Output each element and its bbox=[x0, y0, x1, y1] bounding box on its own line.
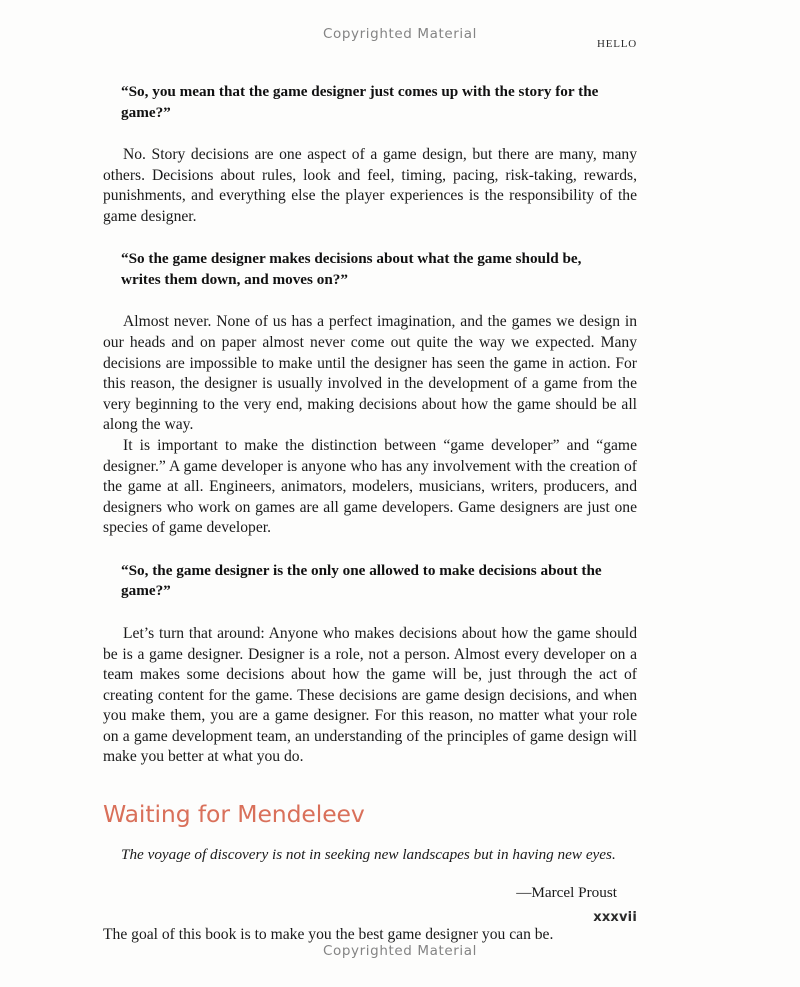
spacer bbox=[103, 227, 637, 249]
body-paragraph-1: No. Story decisions are one aspect of a game design, but there are many, many others. Decisions about rules, look and feel, timing, pacing, risk-taking, rewards, punishments, and everything else the player experiences is the responsibility of the game designer. bbox=[103, 146, 637, 225]
dialogue-question-1: “So, you mean that the game designer just comes up with the story for the game?” bbox=[121, 83, 599, 121]
spacer bbox=[103, 790, 637, 800]
epigraph-attribution: —Marcel Proust bbox=[516, 883, 617, 901]
closing-paragraph: The goal of this book is to make you the best game designer you can be. bbox=[103, 925, 554, 943]
body-paragraph-4: Let’s turn that around: Anyone who makes decisions about how the game should be is a game designer. Designer is a role, not a person. Almost every developer on a team makes some decisions about how the game will be, just through the act of creating content for the game. These decisions are game design decisions, and when you make them, you are a game designer. For this reason, no matter what your role on a game development team, an understanding of the principles of game design will make you better at what you do. bbox=[103, 624, 637, 766]
body-paragraph-2: Almost never. None of us has a perfect imagination, and the games we design in our heads and on paper almost never come out quite the way we expected. Many decisions are impossible to make until the designer has seen the game in action. For this reason, the designer is usually involved in the development of a game from the very beginning to the very end, making decisions about how the game should be all along the way. bbox=[103, 313, 637, 434]
page-number: xxxvii bbox=[593, 910, 637, 925]
section-heading: Waiting for Mendeleev bbox=[103, 800, 365, 829]
epigraph-quote: The voyage of discovery is not in seeking new landscapes but in having new eyes. bbox=[121, 846, 616, 864]
body-paragraph-3: It is important to make the distinction between “game developer” and “game designer.” A game developer is anyone who has any involvement with the creation of the game at all. Engineers, animators, modelers, musicians, writers, producers, and designers who work on games are all game developers. Game designers are just one species of game developer. bbox=[103, 436, 637, 537]
spacer bbox=[103, 602, 637, 624]
dialogue-question-3: “So, the game designer is the only one allowed to make decisions about the game?” bbox=[121, 561, 602, 600]
dialogue-question-2: “So the game designer makes decisions about what the game should be, writes them down, and moves on?” bbox=[121, 250, 582, 288]
spacer bbox=[103, 866, 637, 883]
running-head-chapter-title: HELLO bbox=[596, 38, 637, 50]
spacer bbox=[103, 123, 637, 145]
top-copyright-watermark: Copyrighted Material bbox=[323, 26, 477, 42]
spacer bbox=[103, 290, 637, 312]
bottom-copyright-watermark: Copyrighted Material bbox=[323, 943, 477, 959]
spacer bbox=[103, 828, 637, 845]
spacer bbox=[103, 768, 637, 790]
spacer bbox=[103, 539, 637, 561]
body-text-column bbox=[103, 82, 637, 945]
